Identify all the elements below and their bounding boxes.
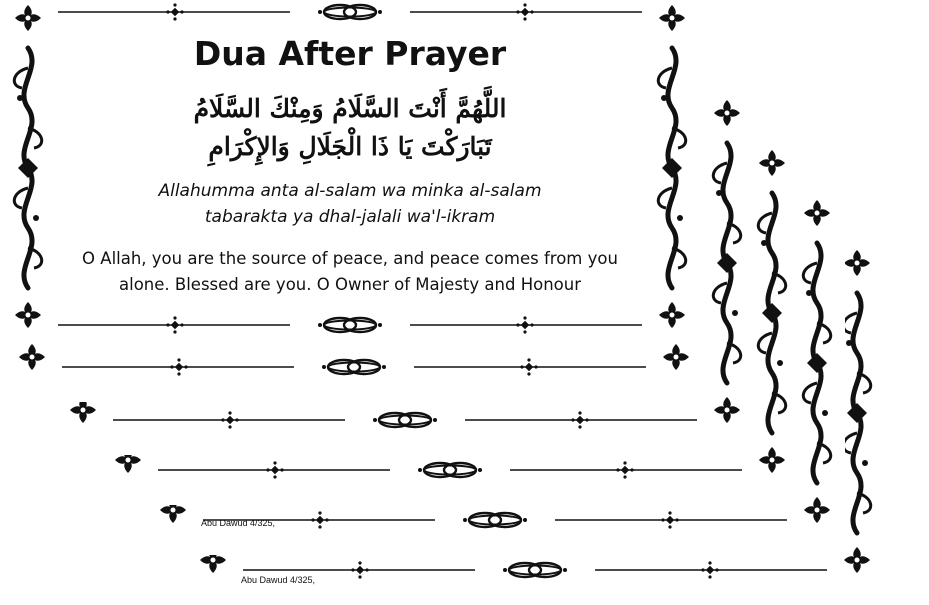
arabic-line-2: تَبَارَكْتَ يَا ذَا الْجَلَالِ وَالإِكْرَامِ: [208, 132, 492, 161]
transliteration-line-1: Allahumma anta al-salam wa minka al-salam: [158, 181, 542, 201]
source-citation: Abu Dawud 4/325,: [201, 518, 276, 528]
arabic-line-1: اللَّهُمَّ أَنْتَ السَّلَامُ وَمِنْكَ السَّلَامُ: [193, 94, 507, 123]
transliteration-line-2: tabarakta ya dhal-jalali wa'l-ikram: [204, 207, 496, 227]
dua-title: Dua After Prayer: [193, 34, 507, 73]
source-citation: Abu Dawud 4/325,: [241, 575, 316, 585]
translation-line-2: alone. Blessed are you. O Owner of Majesty and Honour: [119, 275, 581, 294]
dua-card-front: [0, 0, 700, 340]
translation-line-1: O Allah, you are the source of peace, and peace comes from you: [82, 249, 618, 268]
dua-content: [0, 0, 700, 340]
